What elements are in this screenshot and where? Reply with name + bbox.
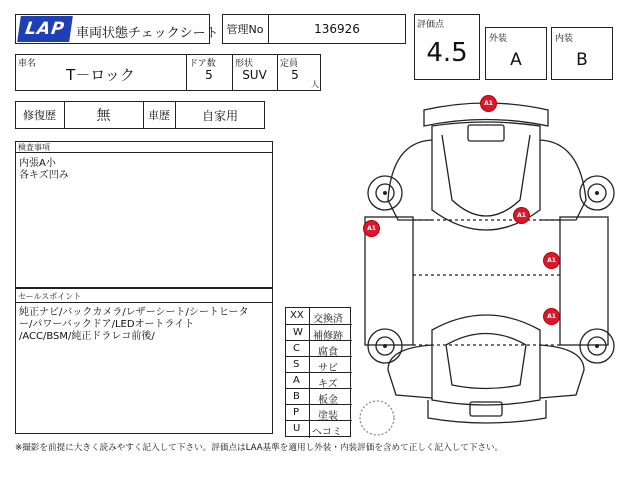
inspection-line-1: 内張A小 (19, 158, 56, 169)
exterior-label: 外装 (489, 34, 508, 44)
sheet-title: 車両状態チェックシート (76, 26, 219, 41)
damage-mark: A1 (544, 253, 559, 268)
sales-label: セールスポイント (18, 292, 82, 301)
footer-note: ※撮影を前提に大きく読みやすく記入して下さい。評価点はLAA基準を適用し外装・内装評価を含めて正しく記入して下さい。 (15, 443, 504, 453)
car-history-value: 自家用 (201, 108, 238, 123)
score-label: 評価点 (417, 20, 445, 30)
legend-row: W 補修跡 (286, 324, 352, 341)
lap-logo: LAP (17, 16, 73, 42)
interior-label: 内装 (555, 34, 574, 44)
sales-line-2: ー/パワーバックドア/LEDオートライト (19, 319, 195, 330)
legend-row: P 塗装 (286, 404, 352, 421)
sales-line-1: 純正ナビ/バックカメラ/レザーシート/シートヒータ (19, 307, 249, 318)
capacity-label: 定員 (280, 59, 299, 69)
legend-row: XX 交換済 (290, 310, 343, 325)
repair-label: 修復歴 (23, 109, 56, 122)
interior-value: B (576, 50, 588, 70)
legend-row: U ヘコミ (286, 420, 352, 437)
legend-table (285, 307, 351, 437)
car-name-value: T－ロック (66, 65, 135, 84)
damage-mark: A1 (514, 208, 529, 223)
shape-label: 形状 (235, 59, 254, 69)
damage-mark: A1 (544, 309, 559, 324)
damage-mark: A1 (481, 96, 496, 111)
doors-label: ドア数 (189, 59, 216, 69)
mgmt-no-value: 136926 (314, 22, 360, 36)
inspection-line-2: 各キズ凹み (19, 170, 69, 181)
doors-value: 5 (205, 68, 213, 82)
shape-value: SUV (242, 68, 267, 82)
mgmt-no-label: 管理No (226, 23, 264, 36)
sales-line-3: /ACC/BSM/純正ドラレコ前後/ (19, 331, 155, 342)
legend-row: A キズ (286, 372, 352, 389)
score-value: 4.5 (426, 38, 468, 68)
inspection-label: 検査事項 (18, 143, 50, 152)
legend-row: B 板金 (286, 388, 352, 405)
legend-row: S サビ (286, 356, 352, 373)
repair-value: 無 (96, 108, 111, 124)
capacity-unit: 人 (311, 80, 319, 89)
capacity-value: 5 (291, 68, 299, 82)
legend-row: C 腐食 (286, 340, 352, 357)
car-history-label: 車歴 (148, 109, 170, 122)
damage-mark: A1 (364, 221, 379, 236)
car-name-label: 車名 (18, 59, 37, 69)
exterior-value: A (510, 50, 522, 70)
